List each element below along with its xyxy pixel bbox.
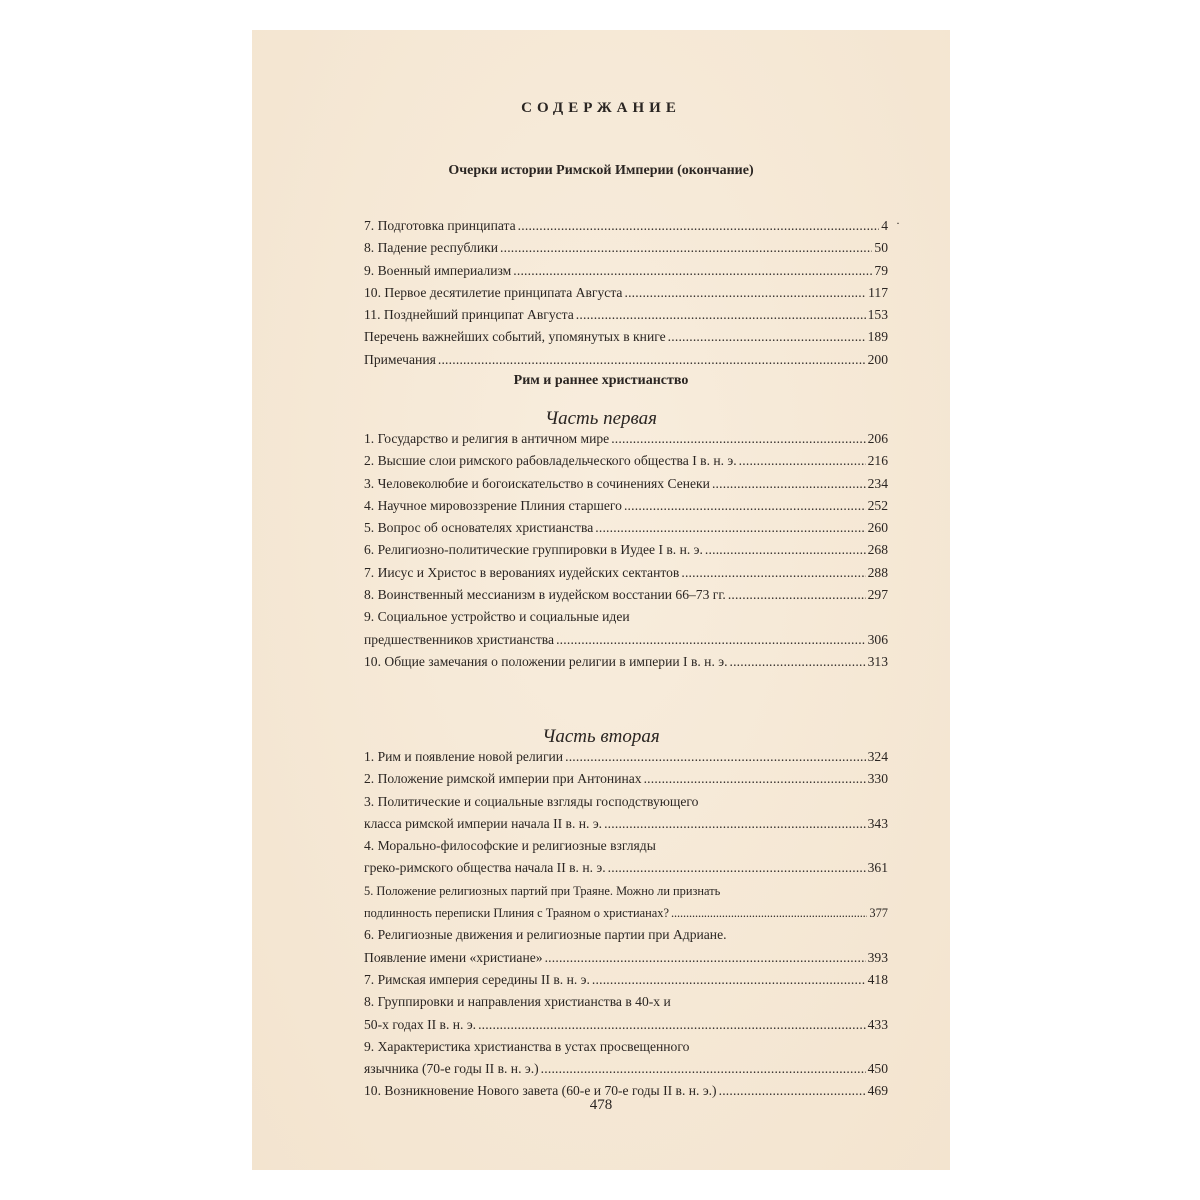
- part-title-second: Часть вторая: [542, 726, 660, 747]
- toc-entry-page: 418: [867, 971, 888, 987]
- dot-leader: [478, 1014, 866, 1036]
- dot-leader: [681, 562, 865, 584]
- dot-leader: [712, 473, 866, 495]
- dot-leader: [545, 947, 866, 969]
- dot-leader: [608, 857, 866, 879]
- toc-entry-page: 361: [867, 860, 888, 876]
- toc-entry-title: Перечень важнейших событий, упомянутых в книге: [364, 329, 666, 345]
- toc-entry-title-line: 9. Социальное устройство и социальные идеи: [364, 609, 630, 625]
- toc-entry-row: [364, 304, 888, 326]
- toc-entry-row: [364, 517, 888, 539]
- toc-entry: [364, 282, 888, 304]
- margin-mark: ·: [896, 216, 900, 230]
- toc-entry-title: язычника (70-е годы II в. н. э.): [364, 1061, 539, 1077]
- toc-entry-page: 313: [867, 653, 888, 669]
- toc-entry-row: [364, 857, 888, 879]
- dot-leader: [729, 651, 865, 673]
- toc-entry-page: 433: [867, 1016, 888, 1032]
- toc-entry-row: [364, 562, 888, 584]
- toc-entry-row: [364, 260, 888, 282]
- toc-entry-title: 9. Военный империализм: [364, 262, 512, 278]
- toc-entry: [364, 473, 888, 495]
- toc-entry-title: класса римской империи начала II в. н. э.: [364, 815, 603, 831]
- toc-entry: [364, 517, 888, 539]
- toc-entry-title: 50-х годах II в. н. э.: [364, 1016, 477, 1032]
- dot-leader: [644, 768, 866, 790]
- dot-leader: [671, 902, 867, 924]
- toc-entry-row: [364, 1014, 888, 1036]
- toc-entry-page: 206: [867, 431, 888, 446]
- toc-entry-row: [364, 428, 888, 450]
- dot-leader: [624, 495, 866, 517]
- toc-entry-row: [364, 539, 888, 561]
- toc-entry-title: 1. Рим и появление новой религии: [364, 749, 564, 764]
- toc-entry-page: 306: [867, 631, 888, 647]
- toc-entry-title-line: 5. Положение религиозных партий при Траяне. Можно ли признать: [364, 883, 721, 898]
- toc-entry-title: 10. Первое десятилетие принципата Августа: [364, 284, 623, 300]
- toc-entry-title: 10. Возникновение Нового завета (60-е и 70-е годы II в. н. э.): [364, 1083, 717, 1099]
- dot-leader: [592, 969, 866, 991]
- toc-entry-page: 450: [867, 1061, 888, 1077]
- dot-leader: [604, 813, 866, 835]
- section-title-rome-christianity: Рим и раннее христианство: [513, 373, 689, 388]
- toc-entry: [364, 835, 888, 880]
- toc-entry-title: 6. Религиозно-политические группировки в Иудее I в. н. э.: [364, 542, 703, 558]
- toc-part-1: [364, 428, 888, 673]
- toc-entry-page: 343: [867, 815, 888, 831]
- toc-entry-page: 189: [867, 329, 888, 345]
- toc-entry: [364, 450, 888, 472]
- toc-entry-row: [364, 1058, 888, 1080]
- dot-leader: [595, 517, 865, 539]
- toc-entry-row: [364, 629, 888, 651]
- dot-leader: [556, 629, 866, 651]
- toc-entry: [364, 924, 888, 969]
- toc-entry-title-line: 9. Характеристика христианства в устах просвещенного: [364, 1038, 690, 1054]
- toc-entry: [364, 969, 888, 991]
- toc-part-2: [364, 746, 888, 1103]
- toc-entry: [364, 768, 888, 790]
- page-number: 478: [589, 1097, 613, 1113]
- toc-entry-title-line: 3. Политические и социальные взгляды господствующего: [364, 793, 699, 809]
- dot-leader: [739, 450, 866, 472]
- toc-entry-title: 8. Воинственный мессианизм в иудейском восстании 66–73 гг.: [364, 587, 726, 603]
- page-heading: СОДЕРЖАНИЕ: [521, 100, 681, 116]
- toc-entry-title: 5. Вопрос об основателях христианства: [364, 520, 594, 536]
- toc-entry-row: [364, 349, 888, 371]
- toc-entry-page: 377: [869, 906, 888, 921]
- toc-entry-page: 50: [874, 240, 888, 256]
- toc-entry: [364, 326, 888, 348]
- toc-entry: [364, 746, 888, 768]
- dot-leader: [513, 260, 872, 282]
- toc-entry-title-line: 8. Группировки и направления христианства в 40-х и: [364, 994, 671, 1010]
- toc-entry: [364, 215, 888, 237]
- toc-entry-row: [364, 746, 888, 768]
- dot-leader: [576, 304, 866, 326]
- toc-entry-page: 234: [867, 475, 888, 491]
- toc-entry: [364, 539, 888, 561]
- toc-entry-page: 260: [867, 520, 888, 536]
- toc-entry: [364, 991, 888, 1036]
- toc-entry-title-line: 6. Религиозные движения и религиозные партии при Адриане.: [364, 927, 727, 943]
- toc-entry-row: [364, 215, 888, 237]
- toc-entry-page: 324: [867, 749, 888, 764]
- toc-entry-title: Появление имени «христиане»: [364, 949, 543, 965]
- toc-entry-page: 288: [867, 564, 888, 580]
- toc-entry: [364, 237, 888, 259]
- dot-leader: [565, 746, 866, 768]
- toc-entry-row: [364, 495, 888, 517]
- dot-leader: [438, 349, 866, 371]
- dot-leader: [624, 282, 866, 304]
- toc-entry-page: 200: [867, 351, 888, 367]
- toc-entry: [364, 791, 888, 836]
- toc-entry-row: [364, 584, 888, 606]
- toc-entry-page: 79: [874, 262, 888, 278]
- toc-entry: [364, 349, 888, 371]
- toc-entry-title: Примечания: [364, 351, 436, 367]
- toc-entry-row: [364, 651, 888, 673]
- toc-entry-title: 4. Научное мировоззрение Плиния старшего: [364, 497, 622, 513]
- dot-leader: [705, 539, 866, 561]
- toc-entry-row: [364, 969, 888, 991]
- toc-entry-title: 11. Позднейший принципат Августа: [364, 307, 574, 323]
- toc-entry-page: 330: [867, 771, 888, 787]
- toc-entry: [364, 260, 888, 282]
- toc-entry-row: [364, 282, 888, 304]
- toc-entry-row: [364, 450, 888, 472]
- toc-entry: [364, 304, 888, 326]
- toc-entry-title: 3. Человеколюбие и богоискательство в сочинениях Сенеки: [364, 475, 710, 491]
- dot-leader: [518, 215, 880, 237]
- section-title-roman-empire: Очерки истории Римской Империи (окончание): [448, 163, 754, 178]
- toc-entry-page: 469: [867, 1083, 888, 1099]
- toc-entry: [364, 1036, 888, 1081]
- toc-entry-title: предшественников христианства: [364, 631, 555, 647]
- toc-entry-title: 7. Подготовка принципата: [364, 218, 516, 233]
- toc-entry: [364, 562, 888, 584]
- toc-entry-row: [364, 813, 888, 835]
- part-title-first: Часть первая: [544, 408, 658, 429]
- toc-entry: [364, 606, 888, 651]
- toc-entry-page: 268: [867, 542, 888, 558]
- toc-entry-title: греко-римского общества начала II в. н. э.: [364, 860, 606, 876]
- toc-entry-title: 8. Падение республики: [364, 240, 498, 256]
- toc-entry-page: 153: [867, 307, 888, 323]
- toc-entry: [364, 880, 888, 925]
- toc-entry: [364, 428, 888, 450]
- dot-leader: [668, 326, 866, 348]
- toc-entry-row: [364, 768, 888, 790]
- toc-entry-title: 7. Римская империя середины II в. н. э.: [364, 971, 590, 987]
- toc-entry-page: 297: [867, 587, 888, 603]
- dot-leader: [611, 428, 865, 450]
- dot-leader: [541, 1058, 866, 1080]
- toc-section-1: [364, 215, 888, 371]
- toc-entry: [364, 495, 888, 517]
- dot-leader: [500, 237, 872, 259]
- toc-entry: [364, 651, 888, 673]
- toc-entry-row: [364, 237, 888, 259]
- toc-entry-title: 1. Государство и религия в античном мире: [364, 431, 610, 446]
- toc-entry-row: [364, 326, 888, 348]
- book-page: [252, 30, 950, 1170]
- toc-entry-title: 2. Положение римской империи при Антонинах: [364, 771, 642, 787]
- toc-entry-page: 216: [867, 453, 888, 469]
- toc-entry-title-line: 4. Морально-философские и религиозные взгляды: [364, 838, 656, 854]
- toc-entry-page: 393: [867, 949, 888, 965]
- toc-entry-row: [364, 947, 888, 969]
- toc-entry-page: 117: [868, 284, 888, 300]
- toc-entry-title: подлинность переписки Плиния с Траяном о христианах?: [364, 906, 669, 921]
- toc-entry-row: [364, 902, 888, 924]
- toc-entry-page: 4: [881, 218, 888, 233]
- toc-entry-row: [364, 473, 888, 495]
- dot-leader: [728, 584, 866, 606]
- toc-entry-title: 2. Высшие слои римского рабовладельческого общества I в. н. э.: [364, 453, 737, 469]
- toc-entry: [364, 584, 888, 606]
- toc-entry-page: 252: [867, 497, 888, 513]
- toc-entry-title: 7. Иисус и Христос в верованиях иудейских сектантов: [364, 564, 680, 580]
- toc-entry-title: 10. Общие замечания о положении религии в империи I в. н. э.: [364, 653, 728, 669]
